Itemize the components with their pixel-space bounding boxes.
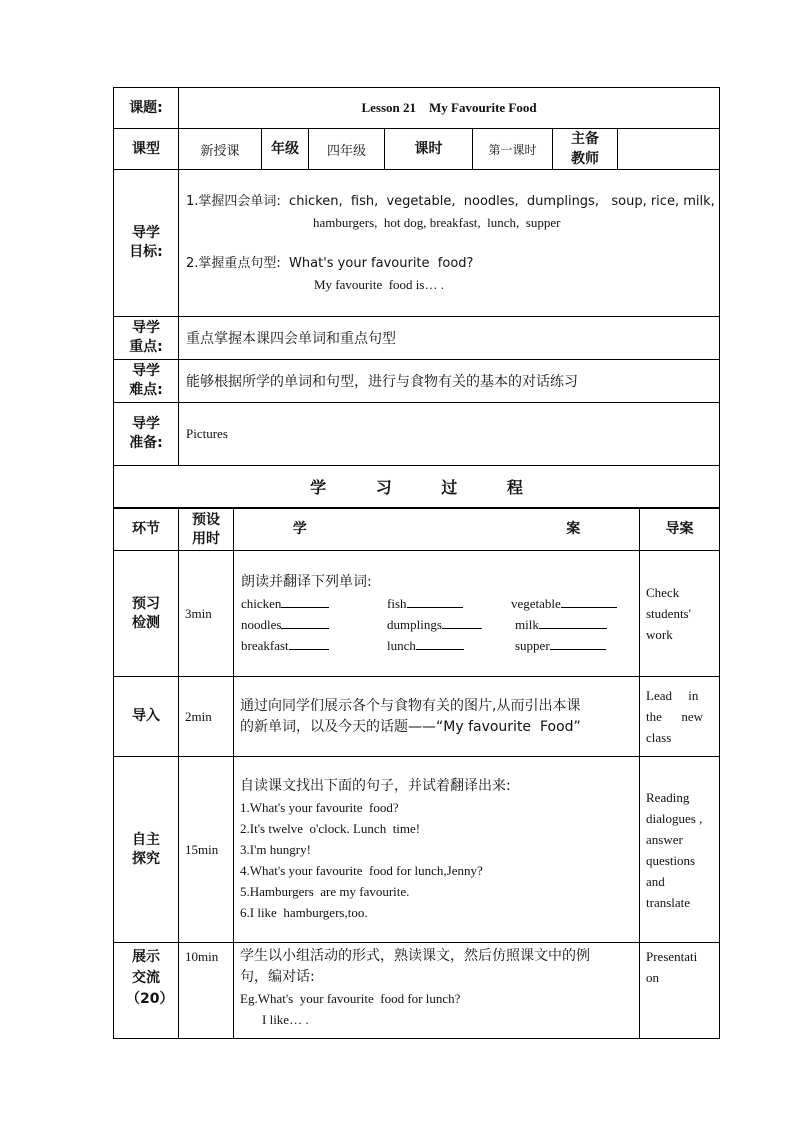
lesson-header-table [113, 87, 720, 508]
key-points-label: 导学重点: [114, 317, 179, 360]
stage-intro: 导入 [114, 677, 179, 757]
explore-sentence: 1.What's your favourite food? [240, 800, 399, 815]
word-item: chicken [241, 593, 387, 614]
grade-label: 年级 [262, 129, 309, 170]
guide-line: and [646, 873, 665, 889]
guide-explore [640, 757, 720, 943]
intro-text-2: 的新单词，以及今天的话题——“My favourite Food” [240, 718, 581, 735]
process-row-intro [114, 677, 720, 757]
present-text-4: I like… . [262, 1012, 309, 1027]
teacher-value [618, 129, 720, 170]
difficulties-value: 能够根据所学的单词和句型，进行与食物有关的基本的对话练习 [179, 360, 720, 403]
process-row-present [114, 943, 720, 1039]
guide-line: on [646, 970, 659, 985]
process-title: 学 习 过 程 [114, 466, 720, 508]
present-text-2: 句，编对话: [240, 969, 315, 985]
preparation-value: Pictures [179, 403, 720, 466]
guide-intro [640, 677, 720, 757]
topic-label: 课题: [114, 88, 179, 129]
explore-sentence: 4.What's your favourite food for lunch,Jenny? [240, 863, 483, 878]
word-item: noodles [241, 614, 387, 635]
type-value: 新授课 [179, 129, 262, 170]
type-label: 课型 [114, 129, 179, 170]
guide-line: work [646, 627, 673, 642]
guide-line: Lead in [646, 688, 699, 703]
plan-intro [234, 677, 640, 757]
word-item: breakfast [241, 635, 387, 656]
plan-present [234, 943, 640, 1039]
preparation-label: 导学准备: [114, 403, 179, 466]
explore-intro: 自读课文找出下面的句子，并试着翻译出来: [240, 778, 511, 794]
time-intro: 2min [179, 677, 234, 757]
guide-line: Presentati [646, 949, 698, 964]
objectives-line-4: My favourite food is… . [314, 277, 444, 292]
word-item: milk [511, 614, 621, 635]
stage-explore: 自主探究 [114, 757, 179, 943]
period-label: 课时 [385, 129, 473, 170]
objectives-label: 导学目标: [114, 170, 179, 317]
guide-line: Reading [646, 789, 690, 805]
stage-preview: 预习检测 [114, 551, 179, 677]
intro-text-1: 通过向同学们展示各个与食物有关的图片,从而引出本课 [240, 697, 581, 714]
word-item: lunch [387, 635, 511, 656]
objectives-line-3: 2.掌握重点句型: What's your favourite food? [186, 256, 474, 271]
explore-sentence: 5.Hamburgers are my favourite. [240, 884, 410, 899]
stage-present: 展示交流（20） [114, 943, 179, 1039]
word-item: dumplings [387, 614, 511, 635]
explore-sentence: 6.I like hamburgers,too. [240, 905, 368, 920]
guide-line: the new [646, 709, 704, 724]
objectives-line-1: 1.掌握四会单词: chicken, fish, vegetable, noodles, dumplings, soup, rice, milk, [186, 194, 715, 209]
difficulties-label: 导学难点: [114, 360, 179, 403]
plan-explore [234, 757, 640, 943]
topic-value: Lesson 21 My Favourite Food [179, 88, 720, 129]
guide-line: Check [646, 585, 680, 600]
col-stage: 环节 [114, 509, 179, 551]
teacher-label: 主备教师 [553, 129, 618, 170]
col-guide: 导案 [640, 509, 720, 551]
col-plan: 学 案 [234, 509, 640, 551]
grade-value: 四年级 [309, 129, 385, 170]
explore-sentence: 2.It's twelve o'clock. Lunch time! [240, 821, 421, 836]
process-row-preview [114, 551, 720, 677]
guide-line: answer [646, 831, 683, 847]
period-value: 第一课时 [473, 129, 553, 170]
plan-preview [234, 551, 640, 677]
preview-intro: 朗读并翻译下列单词: [241, 573, 372, 590]
guide-line: questions [646, 852, 696, 868]
guide-present [640, 943, 720, 1039]
process-row-explore [114, 757, 720, 943]
preview-word-grid [241, 593, 639, 656]
objectives-content [179, 170, 720, 317]
guide-line: class [646, 730, 672, 745]
word-item: vegetable [511, 593, 621, 614]
guide-line: dialogues , [646, 810, 703, 826]
guide-preview [640, 551, 720, 677]
present-text-3: Eg.What's your favourite food for lunch? [240, 991, 461, 1006]
col-time: 预设用时 [179, 509, 234, 551]
word-item: supper [511, 635, 621, 656]
explore-sentence: 3.I'm hungry! [240, 842, 311, 857]
word-item: fish [387, 593, 511, 614]
time-present: 10min [179, 943, 234, 1039]
time-explore: 15min [179, 757, 234, 943]
guide-line: students' [646, 606, 691, 621]
present-text-1: 学生以小组活动的形式，熟读课文，然后仿照课文中的例 [240, 948, 590, 964]
objectives-line-2: hamburgers, hot dog, breakfast, lunch, supper [313, 215, 561, 230]
key-points-value: 重点掌握本课四会单词和重点句型 [179, 317, 720, 360]
process-table [113, 508, 720, 1039]
time-preview: 3min [179, 551, 234, 677]
guide-line: translate [646, 894, 691, 910]
